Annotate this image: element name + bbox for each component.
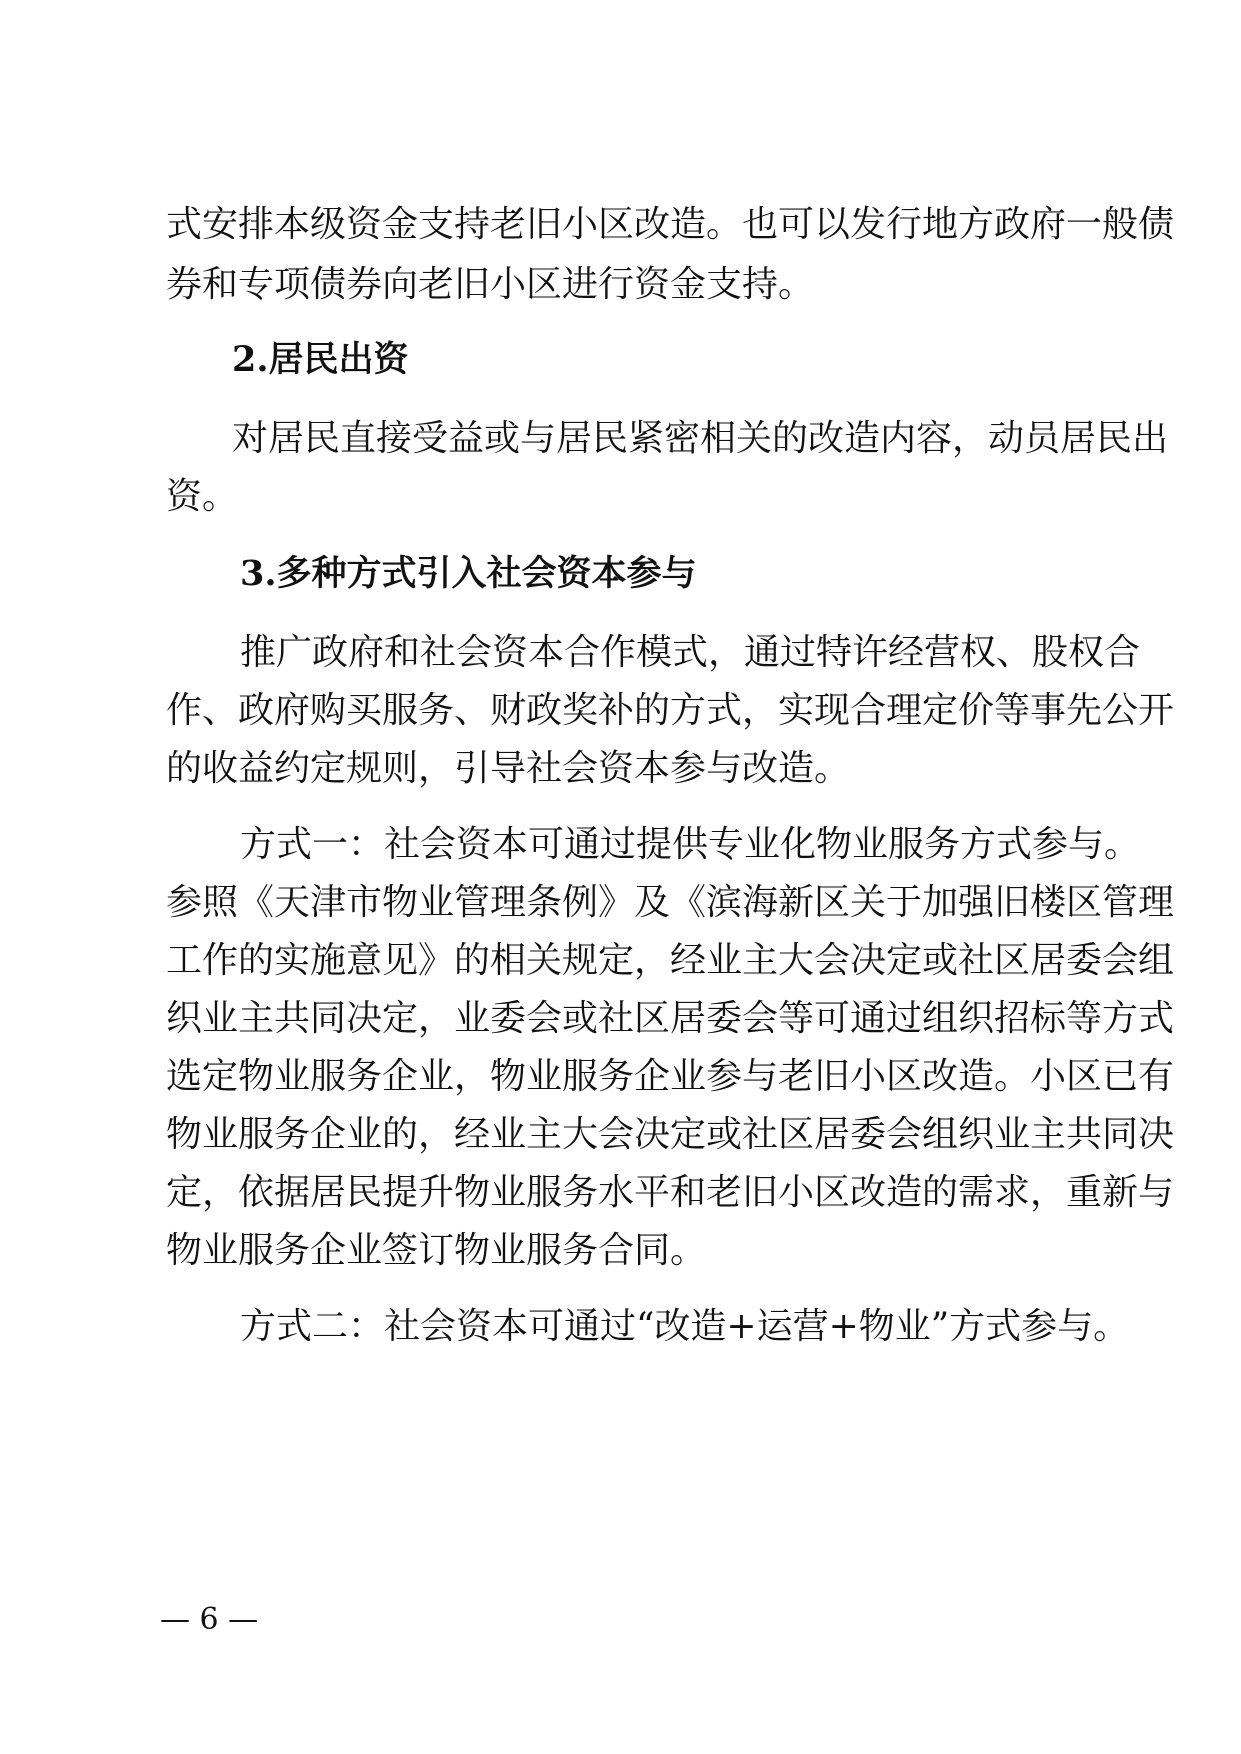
page-number: — 6 — (160, 1602, 259, 1637)
paragraph-3-line-1: 推广政府和社会资本合作模式，通过特许经营权、股权合 (240, 632, 1141, 673)
paragraph-5-line-1: 方式二：社会资本可通过“改造+运营+物业”方式参与。 (240, 1306, 1130, 1347)
paragraph-3-line-2: 作、政府购买服务、财政奖补的方式，实现合理定价等事先公开 (166, 690, 1175, 731)
paragraph-4-line-1: 方式一：社会资本可通过提供专业化物业服务方式参与。 (240, 824, 1141, 865)
paragraph-3-line-3: 的收益约定规则，引导社会资本参与改造。 (166, 748, 851, 789)
section-heading-3: 3.多种方式引入社会资本参与 (240, 553, 697, 594)
paragraph-4-line-4: 织业主共同决定，业委会或社区居委会等可通过组织招标等方式 (166, 998, 1175, 1039)
paragraph-1-line-2: 券和专项债券向老旧小区进行资金支持。 (166, 264, 815, 305)
paragraph-1-line-1: 式安排本级资金支持老旧小区改造。也可以发行地方政府一般债 (166, 204, 1175, 245)
paragraph-2-line-1: 对居民直接受益或与居民紧密相关的改造内容，动员居民出 (232, 418, 1169, 459)
paragraph-4-line-3: 工作的实施意见》的相关规定，经业主大会决定或社区居委会组 (166, 940, 1175, 981)
paragraph-4-line-5: 选定物业服务企业，物业服务企业参与老旧小区改造。小区已有 (166, 1056, 1175, 1097)
paragraph-4-line-2: 参照《天津市物业管理条例》及《滨海新区关于加强旧楼区管理 (166, 882, 1175, 923)
paragraph-2-line-2: 资。 (166, 476, 239, 517)
paragraph-4-line-7: 定，依据居民提升物业服务水平和老旧小区改造的需求，重新与 (166, 1172, 1175, 1213)
paragraph-4-line-8: 物业服务企业签订物业服务合同。 (166, 1230, 707, 1271)
paragraph-4-line-6: 物业服务企业的，经业主大会决定或社区居委会组织业主共同决 (166, 1114, 1175, 1155)
section-heading-2: 2.居民出资 (232, 339, 409, 380)
